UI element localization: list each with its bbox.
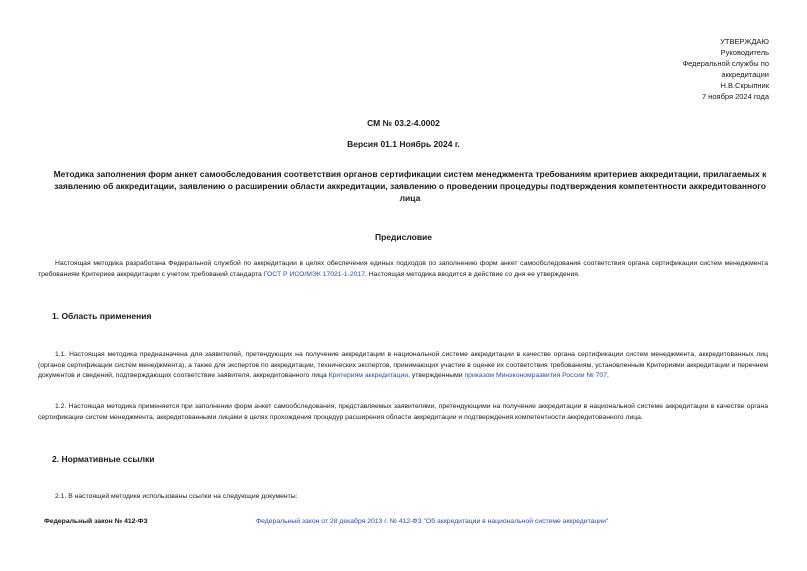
preface-text-end: . Настоящая методика вводится в действие со дня ее утверждения. <box>365 270 580 278</box>
approval-line: аккредитации <box>721 70 769 79</box>
paragraph-1-2: 1.2. Настоящая методика применяется при заполнении форм анкет самообследования, представляемых заявителями, претендующими на получение аккредитации в национальной системе аккредитации в качестве органа сертификации систем менеджмента, аккредитованными лицами в целях прохождения процедур расширения области аккредитации и подтверждения компетентности аккредитованного лица. <box>38 403 768 421</box>
paragraph-1-1-text: 1.1. Настоящая методика предназначена для заявителей, претендующих на получение аккредитации в национальной системе аккредитации в качестве органа сертификации систем менеджмента, аккредитованных лиц (органов сертификации систем менеджмента), а также для экспертов по аккредитации, технических экспертов, принимающих участие в оценке их соответствия требованиям, установленным Критериями аккредитации и перечнем документов и сведений, подтверждающих соответствие заявителя, аккредитованного лица <box>38 351 768 379</box>
preface-text: Настоящая методика разработана Федеральной службой по аккредитации в целях обеспечения единых подходов по заполнению форм анкет самообследования соответствия органа сертификации систем менеджмента требованиям Критериев аккредитации с учетом требований стандарта <box>38 260 768 278</box>
footnote-term: Федеральный закон № 412-ФЗ <box>44 518 148 525</box>
approval-line: Н.В.Скрыпник <box>720 81 769 90</box>
approval-line: 7 ноября 2024 года <box>701 92 769 101</box>
document-version: Версия 01.1 Ноябрь 2024 г. <box>347 139 460 149</box>
criteria-link[interactable]: Критериям аккредитации <box>328 372 409 379</box>
paragraph-2-1: 2.1. В настоящей методике использованы ссылки на следующие документы: <box>55 493 298 500</box>
paragraph-1-1-mid: , утвержденными <box>408 372 465 379</box>
paragraph-1-1-end: . <box>606 372 609 379</box>
preface-paragraph <box>38 259 768 280</box>
approval-line: Руководитель <box>720 48 769 57</box>
approval-line: Федеральной службы по <box>682 59 769 68</box>
paragraph-1-1 <box>38 350 768 382</box>
section-1-heading: 1. Область применения <box>52 311 152 321</box>
section-2-heading: 2. Нормативные ссылки <box>52 454 155 464</box>
approval-block <box>569 36 769 102</box>
order-707-link[interactable]: приказом Минэкономразвития России № 707 <box>464 372 607 379</box>
document-title: Методика заполнения форм анкет самообследования соответствия органов сертификации систем менеджмента требованиям критериев аккредитации, прилагаемых к заявлению об аккредитации, заявлению о расширении области аккредитации, заявлению о проведении процедуры подтверждения компетентности аккредитованного лица <box>53 169 767 203</box>
preface-heading: Предисловие <box>374 232 433 242</box>
footnote-link[interactable]: Федеральный закон от 28 декабря 2013 г. № 412-ФЗ "Об аккредитации в национальной системе аккредитации" <box>256 518 609 525</box>
approval-line: УТВЕРЖДАЮ <box>720 37 769 46</box>
gost-link[interactable]: ГОСТ Р ИСО/МЭК 17021-1-2017 <box>263 270 365 278</box>
document-number: СМ № 03.2-4.0002 <box>367 118 440 128</box>
